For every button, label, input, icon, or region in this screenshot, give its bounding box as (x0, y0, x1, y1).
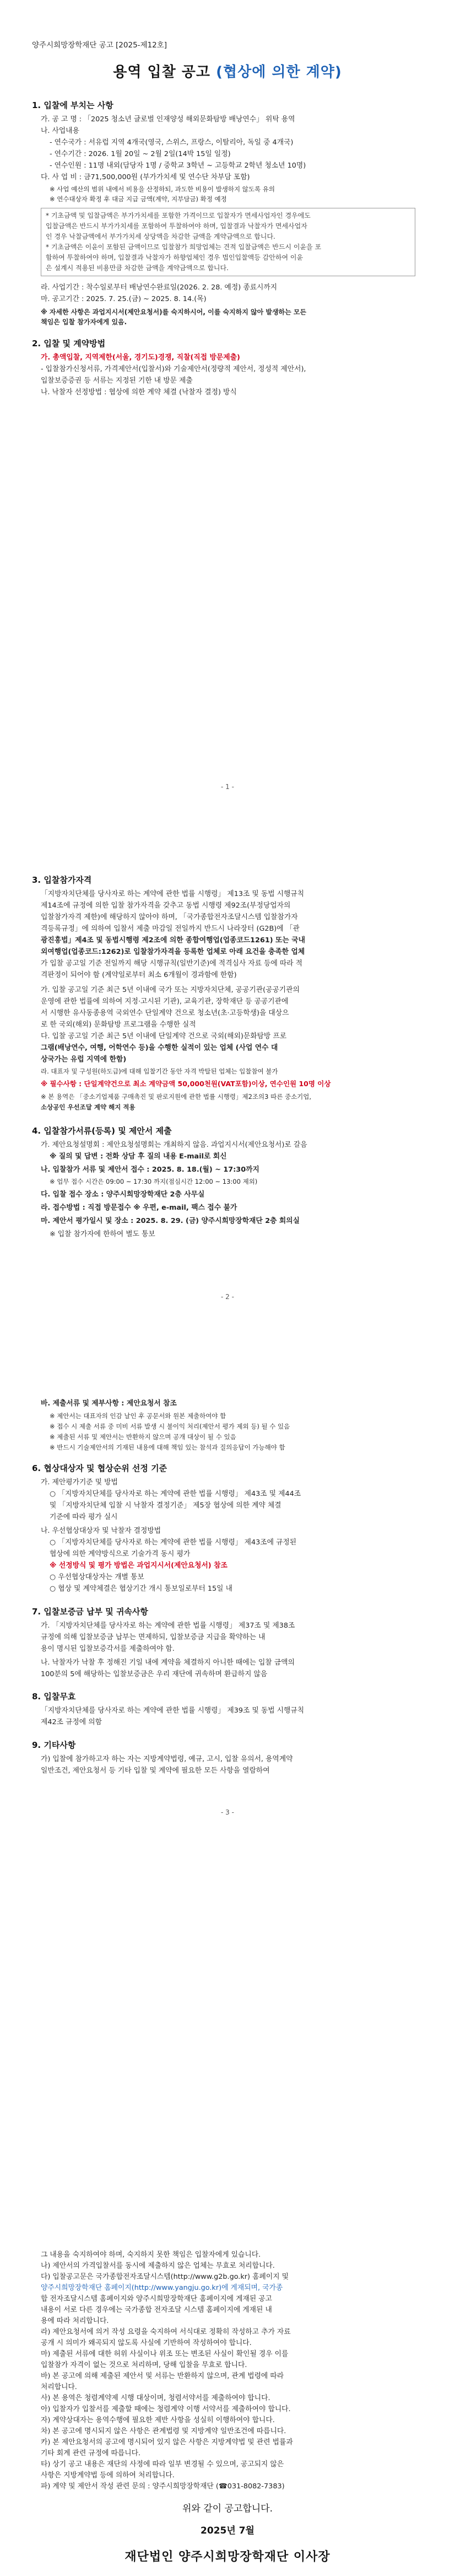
text-line: 처리합니다. (41, 2383, 77, 2391)
box-line: * 기초금액 및 입찰금액은 부가가치세를 포함한 가격이므로 입찰자가 면세사업자인 경우에도 (46, 212, 311, 219)
text-line: 나. 낙찰자가 낙찰 후 정해진 기일 내에 계약을 체결하지 아니한 때에는 입찰 금액의 (41, 1659, 295, 1667)
section-heading: 6. 협상대상자 및 협상순위 선정 기준 (32, 1463, 167, 1473)
text-line: 타) 상기 공고 내용은 재단의 사정에 따라 일부 변경될 수 있으며, 공고되지 않은 (41, 2460, 284, 2468)
text-line: 입찰보증증권 등 서류는 지정된 기한 내 방문 제출 (41, 377, 193, 385)
box-line: * 기초금액은 이윤이 포함된 금액이므로 입찰참가 희망업체는 견적 입찰금액은 반드시 이윤을 포 (46, 243, 322, 251)
page-title (0, 61, 455, 81)
text-line: ○ 우선협상대상자는 개별 통보 (50, 1573, 144, 1581)
text-line: ※ 연수대상자 확정 후 대금 지급 금액(계약, 지부담금) 확정 예정 (50, 195, 227, 203)
text-line: 그램(배낭연수, 여행, 어학연수 등)을 수행한 실적이 있는 업체 (사업 연수 대 (41, 1044, 278, 1052)
text-line: 책임은 입찰 참가자에게 있음. (41, 318, 127, 326)
text-line: 운영에 관한 법률에 의하여 지정·고시된 기관), 교육기관, 장학재단 등 공공기관에 (41, 997, 289, 1006)
text-line: - 입찰참가신청서류, 가격제안서(입찰서)와 기술제안서(정량적 제안서, 정성적 제안서), (41, 365, 306, 373)
box-line: 인 경우 낙찰금액에서 부가가치세 상당액을 차감한 금액을 계약금액으로 합니다. (46, 233, 275, 240)
text-line: 마. 공고기간 : 2025. 7. 25.(금) ~ 2025. 8. 14.(목) (41, 295, 207, 303)
text-line: 상국가는 유럽 지역에 한함) (41, 1055, 127, 1064)
text-line: 가. 「지방자치단체를 당사자로 하는 계약에 관한 법률 시행령」 제37조 및 제38조 (41, 1622, 295, 1630)
text-line: 다. 입찰 접수 장소 : 양주시희망장학재단 2층 사무실 (41, 1190, 205, 1199)
text-line: 파) 계약 및 제안서 작성 관련 문의 : 양주시희망장학재단 (☎031-8082-7383) (41, 2482, 285, 2491)
text-line: 다. 입찰 공고일 기준 최근 5년 이내에 단일계약 건으로 국외(해외)문화탐방 프로 (41, 1032, 287, 1040)
text-line: 가. 공 고 명 : 「2025 청소년 글로벌 인재양성 해외문화탐방 배낭연수」 위탁 용역 (41, 115, 295, 124)
text-line: ※ 자세한 사항은 과업지시서(제안요청서)를 숙지하시어, 이를 숙지하지 않아 발생하는 모든 (41, 308, 307, 316)
text-line: ○ 「지방자치단체를 당사자로 하는 계약에 관한 법률 시행령」 제43조 및 제44조 (50, 1490, 301, 1498)
text-line: 기준에 따라 평가 실시 (50, 1513, 118, 1521)
issuer-name: 재단법인 양주시희망장학재단 이사장 (124, 2550, 331, 2564)
text-line: 가 입찰 공고일 기준 전일까지 해당 시행규칙(일반기준)에 적격심사 자료 등에 따라 적 (41, 959, 303, 968)
text-line: ※ 필수사항 : 단일계약건으로 최소 계약금액 50,000천원(VAT포함)이상, 연수인원 10명 이상 (41, 1080, 331, 1088)
text-line: 나. 입찰참가 서류 및 제안서 접수 : 2025. 8. 18.(월) ~ 17:30까지 (41, 1166, 259, 1174)
text-line: 소상공인 우선조달 계약 해지 적용 (41, 1103, 136, 1111)
text-line: ○ 협상 및 계약체결은 협상기간 개시 통보일로부터 15일 내 (50, 1585, 232, 1593)
text-line: 용이 명시된 입찰보증각서를 제출하여야 함. (41, 1645, 175, 1653)
text-line: ※ 접수 시 제출 서류 중 미비 서류 발생 시 불이익 처리(제안서 평가 제외 등) 될 수 있음 (50, 1423, 290, 1430)
text-line: 협상에 의한 계약방식으로 기술가격 동시 평가 (50, 1550, 191, 1558)
section-heading: 7. 입찰보증금 납부 및 귀속사항 (32, 1607, 148, 1617)
text-line: 가. 입찰 공고일 기준 최근 5년 이내에 국가 또는 지방자치단체, 공공기관(공공기관의 (41, 986, 300, 994)
page-number: - 1 - (221, 783, 234, 791)
text-line: 라. 사업기간 : 착수일로부터 배낭연수완료일(2026. 2. 28. 예정) 종료시까지 (41, 283, 278, 292)
text-line: 용에 따라 처리합니다. (41, 2317, 109, 2325)
text-line: 가. 제안평가기준 및 방법 (41, 1478, 118, 1486)
text-line: 차) 본 공고에 명시되지 않은 사항은 관계법령 및 지방계약 일반조건에 따릅니다. (41, 2427, 286, 2435)
text-line: 가. 제안요청설명회 : 제안요청설명회는 개최하지 않음. 과업지시서(제안요청서)로 갈음 (41, 1141, 307, 1149)
text-line: 사항은 지방계약법 등에 의하여 처리합니다. (41, 2471, 175, 2480)
text-line: 가. 총액입찰, 지역제한(서울, 경기도)경쟁, 직찰(직접 방문제출) (41, 353, 240, 362)
text-line: ※ 제안서는 대표자의 인감 날인 후 공문서와 원본 제출하여야 함 (50, 1412, 226, 1420)
text-line: 외여행업(업종코드:1262)로 입찰참가자격을 등록한 업체로 아래 요건을 충족한 업체 (41, 948, 305, 956)
text-line: 로 한 국외(해외) 문화탐방 프로그램을 수행한 실적 (41, 1021, 196, 1029)
text-line: 나. 사업내용 (41, 127, 79, 135)
text-line: 다) 입찰공고문은 국가종합전자조달시스템(http://www.g2b.go.kr) 홈페이지 및 (41, 2273, 289, 2281)
text-line: ※ 선정방식 및 평가 방법은 과업지시서(제안요청서) 참조 (50, 1561, 228, 1570)
text-line (41, 1203, 237, 1214)
text-line: 바. 제출서류 및 제부사항 : 제안요청서 참조 (41, 1399, 177, 1408)
text-line: 100분의 5에 해당하는 입찰보증금은 우리 재단에 귀속하며 환급하지 않음 (41, 1670, 268, 1678)
text-line: 제42조 규정에 의함 (41, 1718, 102, 1726)
section-heading: 2. 입찰 및 계약방법 (32, 339, 106, 348)
section-heading: 3. 입찰참가자격 (32, 875, 92, 885)
text-line: 내용이 서로 다른 경우에는 국가종합 전자조달 시스템 홈페이지에 게재된 내 (41, 2306, 272, 2314)
text-line: 및 「지방자치단체 입찰 시 낙찰자 결정기준」 제5장 협상에 의한 계약 체결 (50, 1501, 281, 1510)
notice-box (41, 208, 415, 276)
text-line: 공개 시 의미가 왜곡되지 않도록 사실에 기반하여 작성하여야 합니다. (41, 2339, 252, 2347)
text-line: 다. 사 업 비 : 금71,500,000원 (부가가치세 및 연수단 차부담 포함) (41, 173, 250, 181)
text-line: 라. 대표자 및 구성원(하도급)에 대해 입찰기간 동안 자격 박탈된 업체는 입찰참여 불가 (41, 1067, 278, 1075)
text-line: 나. 낙찰자 선정방법 : 협상에 의한 계약 체결 (낙찰자 결정) 방식 (41, 388, 237, 396)
text-line: ※ 제출된 서류 및 제안서는 반환하지 않으며 공개 대상이 될 수 있음 (50, 1433, 236, 1441)
section-heading: 8. 입찰무효 (32, 1692, 76, 1702)
text-line: 바) 본 공고에 의해 제출된 제안서 및 서류는 반환하지 않으며, 관계 법령에 따라 (41, 2372, 284, 2380)
notice-number: 양주시희망장학재단 공고 [2025-제12호] (32, 41, 167, 50)
text-line: 마) 제출된 서류에 대한 허위 사실이나 위조 또는 변조된 사실이 확인될 경우 이를 (41, 2350, 289, 2358)
text-line: 그 내용을 숙지하여야 하며, 숙지하지 못한 책임은 입찰자에게 있습니다. (41, 2251, 261, 2259)
text-line: 마. 제안서 평가일시 및 장소 : 2025. 8. 29. (금) 양주시희망장학재단 2층 회의실 (41, 1217, 300, 1225)
text-line: 카) 본 제안요청서의 공고에 명시되어 있지 않은 사항은 지방계약법 및 관련 법률과 (41, 2438, 293, 2446)
text-line: 나. 우선협상대상자 및 낙찰자 결정방법 (41, 1527, 161, 1535)
text-line: - 연수기간 : 2026. 1월 20일 ~ 2월 2일(14박 15일 일정) (50, 150, 231, 158)
section-heading: 9. 기타사항 (32, 1740, 76, 1750)
text-line: 입찰참가 자격이 없는 것으로 처리하며, 당해 입찰을 무효로 합니다. (41, 2361, 247, 2369)
text-line: 격판정이 되어야 함 (계약일로부터 최소 6개월이 경과함에 한함) (41, 971, 237, 979)
text-line: ○ 「지방자치단체를 당사자로 하는 계약에 관한 법률 시행령」 제43조에 규정된 (50, 1538, 297, 1547)
text-line: 제14조에 규정에 의한 입찰 참가자격을 갖추고 동법 시행령 제92조(부정당업자의 (41, 901, 291, 910)
text-line: 라) 제안요청서에 의거 작성 요령을 숙지하여 서식대로 정확히 작성하고 추가 자료 (41, 2328, 291, 2336)
text-line: 사) 본 용역은 청렴계약제 시행 대상이며, 청렴서약서를 제출하여야 합니다. (41, 2394, 270, 2402)
text-line: ※ 본 용역은 「중소기업제품 구매촉진 및 판로지원에 관한 법률 시행령」제2조의3 따른 중소기업, (41, 1093, 312, 1101)
box-line: 함하여 투찰하여야 하며, 입찰결과 낙찰자가 하향업체인 경우 법인입찰액등 감안하여 이윤 (46, 254, 304, 261)
text-line: 가) 입찰에 참가하고자 하는 자는 지방계약법령, 예규, 고시, 입찰 유의서, 용역계약 (41, 1755, 293, 1763)
text-line: - 연수국가 : 서유럽 지역 4개국(영국, 스위스, 프랑스, 이탈리아, 독일 중 4개국) (50, 138, 294, 147)
text-line: ※ 사업 예산의 범위 내에서 비용을 산정하되, 과도한 비용이 발생하지 않도록 유의 (50, 185, 275, 193)
closing-statement: 위와 같이 공고합니다. (182, 2503, 273, 2514)
text-line: - 연수인원 : 11명 내외(담당자 1명 / 중학교 3학년 ~ 고등학교 2학년 청소년 10명) (50, 162, 306, 170)
text-line: 격등록규정」에 의하여 입찰서 제출 마감일 전일까지 반드시 나라장터 (G2B)에 「관 (41, 925, 300, 933)
text-line: 입찰참가자격 제한)에 해당하지 않아야 하며, 「국가종합전자조달시스템 입찰참가자 (41, 913, 298, 921)
text-line: 규정에 의해 입찰보증금 납부는 면제하되, 입찰보증금 지급을 확약하는 내 (41, 1633, 266, 1641)
box-line: 은 설계시 적용된 비용만큼 차감한 금액을 계약금액으로 합니다. (46, 264, 229, 272)
text-line: 「지방자치단체를 당사자로 하는 계약에 관한 법률 시행령」 제13조 및 동법 시행규칙 (41, 890, 305, 898)
page-number: - 3 - (221, 1808, 234, 1816)
closing-date: 2025년 7월 (201, 2525, 254, 2536)
title-sub: (협상에 의한 계약) (216, 64, 342, 80)
text-line: ※ 입찰 참가자에 한하여 별도 통보 (50, 1230, 155, 1238)
section-heading: 4. 입찰참가서류(등록) 및 제안서 제출 (32, 1126, 172, 1136)
text-line: 일반조건, 제안요청서 등 기타 입찰 및 계약에 필요한 모든 사항을 열람하여 (41, 1767, 270, 1775)
text-line: 자) 계약상대자는 용역수행에 필요한 제반 사항을 성실히 이행하여야 합니다. (41, 2416, 275, 2424)
text-line: 합 전자조달시스템 홈페이지와 양주시희망장학재단 홈페이지에 게재된 공고 (41, 2295, 272, 2303)
title-main: 용역 입찰 공고 (113, 64, 216, 80)
text-line: 「지방자치단체를 당사자로 하는 계약에 관한 법률 시행령」 제39조 및 동법 시행규칙 (41, 1706, 305, 1715)
text-line: 아) 입찰자가 입찰서를 제출할 때에는 청렴계약 이행 서약서를 제출하여야 합니다. (41, 2405, 291, 2413)
box-line: 입찰금액은 반드시 부가가치세를 포함하여 투찰하여야 하며, 입찰결과 낙찰자가 면세사업자 (46, 222, 307, 230)
text-line: 서 시행한 유사동종용역 국외연수 단일계약 건으로 청소년(초·고등학생)을 대상으 (41, 1009, 289, 1017)
text-line: 기타 회계 관련 규정에 따릅니다. (41, 2449, 141, 2457)
text-line: ※ 반드시 기술제안서의 기재된 내용에 대해 책임 있는 참석과 질의응답이 가능해야 함 (50, 1443, 285, 1451)
section-heading: 1. 입찰에 부치는 사항 (32, 100, 113, 110)
text-line: ※ 질의 및 답변 : 전화 상담 후 질의 내용 E-mail로 회신 (50, 1152, 227, 1161)
text-line: ※ 업무 접수 시간은 09:00 ~ 17:30 까지(점심시간 12:00 ~ 13:00 제외) (50, 1178, 258, 1185)
page-number: - 2 - (221, 1293, 234, 1301)
text-line: 라. 접수방법 : 직접 방문접수 ※ 우편, e-mail, 팩스 접수 불가 (41, 1204, 237, 1212)
text-line: 광진흥법」제4조 및 동법시행령 제2조에 의한 종합여행업(업종코드1261) 또는 국내 (41, 936, 305, 944)
text-line: 나) 제안서의 가격입찰서를 동시에 제출하지 않은 업체는 무효로 처리합니다. (41, 2262, 275, 2270)
text-line: 양주시희망장학재단 홈페이지(http://www.yangju.go.kr)에 게재되며, 국가종 (41, 2284, 283, 2292)
